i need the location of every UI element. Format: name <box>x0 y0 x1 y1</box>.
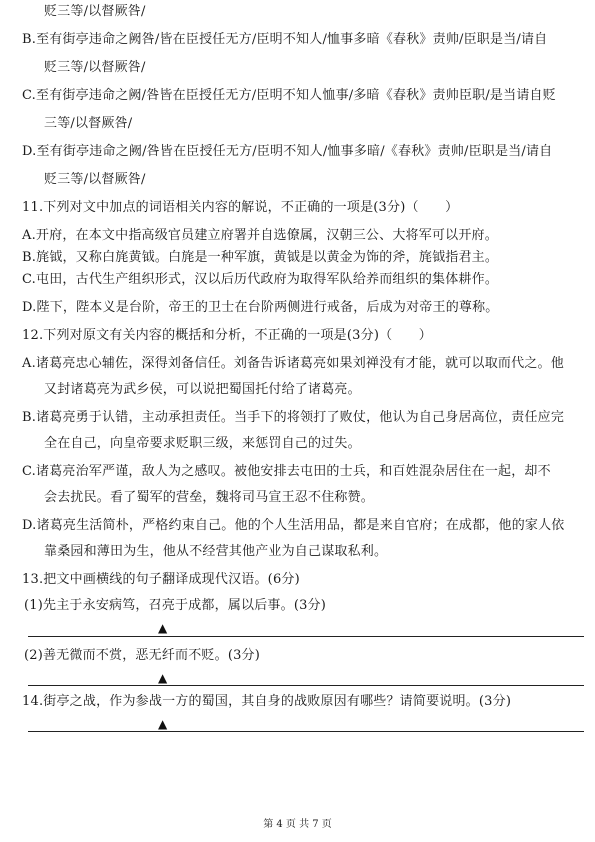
q11-option-a: A.开府，在本文中指高级官员建立府署并自选僚属，汉朝三公、大将军可以开府。 <box>22 228 498 243</box>
answer-line-3 <box>28 731 584 732</box>
q11-option-c: C.屯田，古代生产组织形式，汉以后历代政府为取得军队给养而组织的集体耕作。 <box>22 272 499 287</box>
q12-option-a-line1: A.诸葛亮忠心辅佐，深得刘备信任。刘备告诉诸葛亮如果刘禅没有才能，就可以取而代之。他 <box>22 356 564 371</box>
q10-option-c-line2: 三等/以督厥咎/ <box>44 116 133 131</box>
q12-option-d-line2: 靠桑园和薄田为生，他从不经营其他产业为自己谋取私利。 <box>44 544 388 559</box>
q12-option-c-line2: 会去扰民。看了蜀军的营垒，魏将司马宣王忍不住称赞。 <box>44 490 375 505</box>
q12-option-d-line1: D.诸葛亮生活简朴，严格约束自己。他的个人生活用品，都是来自官府；在成都，他的家人依 <box>22 518 565 533</box>
q11-option-d: D.陛下，陛本义是台阶，帝王的卫士在台阶两侧进行戒备，后成为对帝王的尊称。 <box>22 300 499 315</box>
q14-stem: 14.街亭之战，作为参战一方的蜀国，其自身的战败原因有哪些？请简要说明。(3分) <box>22 694 512 709</box>
q10-option-d-line2: 贬三等/以督厥咎/ <box>44 172 146 187</box>
answer-line-1 <box>28 636 584 637</box>
answer-marker-3: ▲ <box>158 717 168 731</box>
q12-option-c-line1: C.诸葛亮治军严谨，敌人为之感叹。被他安排去屯田的士兵，和百姓混杂居住在一起，却不 <box>22 464 551 479</box>
q13-sentence-2: (2)善无微而不赏，恶无纤而不贬。(3分) <box>24 648 261 663</box>
answer-marker-2: ▲ <box>158 671 168 685</box>
q13-sentence-1: (1)先主于永安病笃，召亮于成都，属以后事。(3分) <box>24 598 327 613</box>
q12-stem: 12.下列对原文有关内容的概括和分析，不正确的一项是(3分)（ ） <box>22 328 432 343</box>
q12-option-b-line2: 全在自己，向皇帝要求贬职三级，来惩罚自己的过失。 <box>44 436 361 451</box>
answer-marker-1: ▲ <box>158 621 168 635</box>
q11-option-b: B.旄钺，又称白旄黄钺。白旄是一种军旗，黄钺是以黄金为饰的斧，旄钺指君主。 <box>22 250 499 265</box>
answer-line-2 <box>28 685 584 686</box>
q10-option-b-line1: B.至有街亭违命之阙咎/皆在臣授任无方/臣明不知人/恤事多暗《春秋》责帅/臣职是当/请自 <box>22 32 548 47</box>
q10-option-d-line1: D.至有街亭违命之阙/咎皆在臣授任无方/臣明不知人/恤事多暗/《春秋》责帅/臣职是当/请自 <box>22 144 553 159</box>
q11-stem: 11.下列对文中加点的词语相关内容的解说，不正确的一项是(3分)（ ） <box>22 200 459 215</box>
page-footer: 第 4 页 共 7 页 <box>263 819 332 830</box>
q12-option-b-line1: B.诸葛亮勇于认错，主动承担责任。当手下的将领打了败仗，他认为自己身居高位，责任应完 <box>22 410 565 425</box>
q10-option-b-line2: 贬三等/以督厥咎/ <box>44 60 146 75</box>
q10-option-c-line1: C.至有街亭违命之阙/咎皆在臣授任无方/臣明不知人恤事/多暗《春秋》责帅臣职/是当请自贬 <box>22 88 556 103</box>
q10-option-a-continuation: 贬三等/以督厥咎/ <box>44 4 146 19</box>
q12-option-a-line2: 又封诸葛亮为武乡侯，可以说把蜀国托付给了诸葛亮。 <box>44 382 361 397</box>
q13-stem: 13.把文中画横线的句子翻译成现代汉语。(6分) <box>22 572 300 587</box>
